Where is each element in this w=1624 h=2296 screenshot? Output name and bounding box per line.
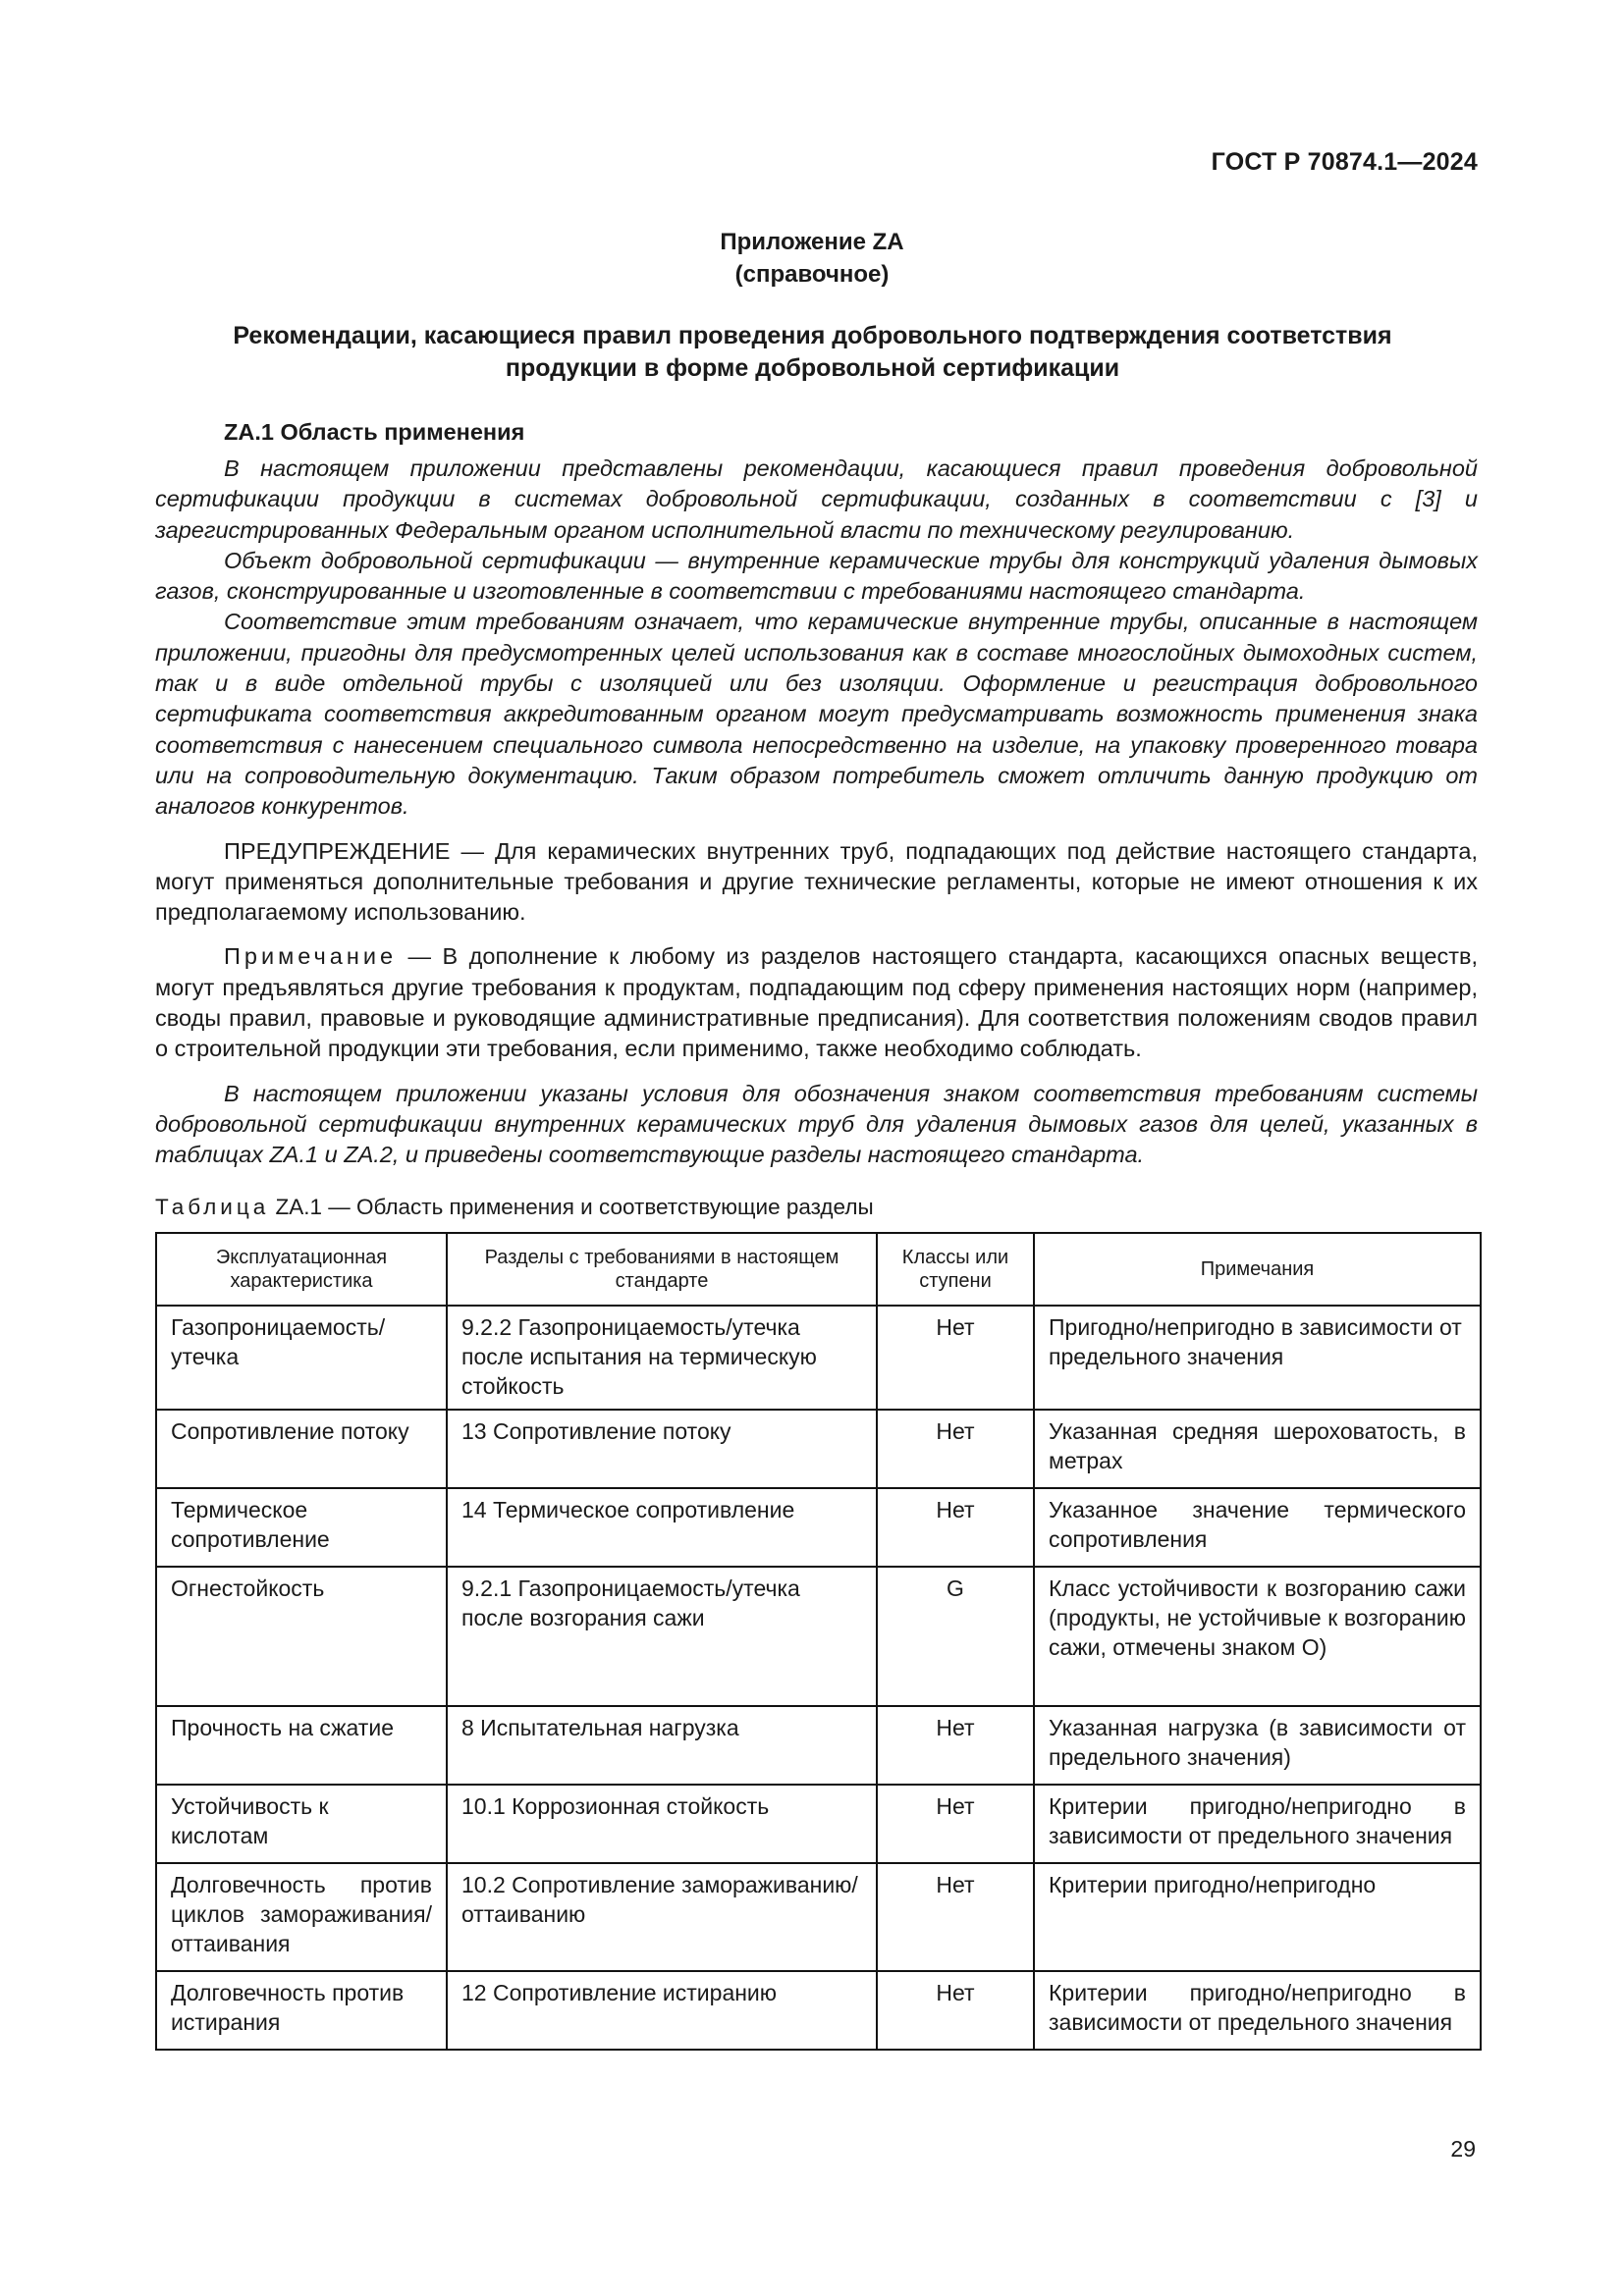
page-number: 29 (1450, 2136, 1476, 2162)
table-cell: Нет (877, 1863, 1034, 1971)
table-cell: 14 Термическое сопротивление (447, 1488, 877, 1567)
note-label: Примечание (224, 943, 398, 970)
table-cell: G (877, 1567, 1034, 1706)
table-cell: Нет (877, 1410, 1034, 1488)
table-cell: 10.2 Сопротивление замораживанию/оттаиванию (447, 1863, 877, 1971)
table-header-cell: Эксплуатационная характеристика (156, 1233, 447, 1306)
paragraph-object: Объект добровольной сертификации — внутренние керамические трубы для конструкций удаления дымовых газов, сконструированные и изготовленные в соответствии с требованиями настоящего стандарта. (155, 547, 1478, 605)
table-cell: Прочность на сжатие (156, 1706, 447, 1785)
table-cell: Термическое сопротивление (156, 1488, 447, 1567)
table-row (156, 1410, 1481, 1488)
annex-heading-line-1: Рекомендации, касающиеся правил проведения добровольного подтверждения соответствия (233, 322, 1392, 349)
table-cell: Долговечность против циклов замораживания/оттаивания (156, 1863, 447, 1971)
table-cell: Указанное значение термического сопротивления (1034, 1488, 1481, 1567)
note-paragraph (155, 941, 1478, 1064)
annex-heading-line-2: продукции в форме добровольной сертификации (505, 354, 1120, 382)
section-title: ZA.1 Область применения (224, 419, 525, 445)
table-cell: Пригодно/непригодно в зависимости от предельного значения (1034, 1306, 1481, 1410)
table-cell: 9.2.1 Газопроницаемость/утечка после возгорания сажи (447, 1567, 877, 1706)
table-row (156, 1488, 1481, 1567)
annex-type: (справочное) (734, 261, 890, 288)
document-body (155, 416, 1478, 2051)
table-cell: Критерии пригодно/непригодно (1034, 1863, 1481, 1971)
table-cell: Критерии пригодно/непригодно в зависимости от предельного значения (1034, 1971, 1481, 2050)
warning-paragraph: ПРЕДУПРЕЖДЕНИЕ — Для керамических внутренних труб, подпадающих под действие настоящего стандарта, могут применяться дополнительные требования и другие технические регламенты, которые не имеют отношения к их предполагаемому использованию. (155, 837, 1478, 926)
table-cell: Указанная нагрузка (в зависимости от предельного значения) (1034, 1706, 1481, 1785)
table-row (156, 1706, 1481, 1785)
table-header-cell: Примечания (1034, 1233, 1481, 1306)
table-caption-label: Таблица (155, 1194, 270, 1219)
table-row (156, 1567, 1481, 1706)
note-text: — В дополнение к любому из разделов настоящего стандарта, касающихся опасных веществ, могут предъявляться другие требования к продуктам, подпадающим под сферу применения настоящих норм (например, своды правил, правовые и руководящие административные предписания). Для соответствия положениям сводов правил о строительной продукции эти требования, если применимо, также необходимо соблюдать. (155, 943, 1478, 1062)
table-cell: Указанная средняя шероховатость, в метрах (1034, 1410, 1481, 1488)
table-cell: Нет (877, 1785, 1034, 1863)
table-cell: Нет (877, 1706, 1034, 1785)
table-row (156, 1785, 1481, 1863)
table-row (156, 1863, 1481, 1971)
table-cell: 9.2.2 Газопроницаемость/утечка после испытания на термическую стойкость (447, 1306, 877, 1410)
requirements-table (155, 1232, 1482, 2051)
table-cell: 12 Сопротивление истиранию (447, 1971, 877, 2050)
table-header-cell: Классы или ступени (877, 1233, 1034, 1306)
paragraph-conformity: Соответствие этим требованиям означает, что керамические внутренние трубы, описанные в настоящем приложении, пригодны для предусмотренных целей использования как в составе многослойных дымоходных систем, так и в виде отдельной трубы с изоляцией или без изоляции. Оформление и регистрация добровольного сертификата соответствия аккредитованным органом могут предусматривать возможность применения знака соответствия с нанесением специального символа непосредственно на изделие, на упаковку проверенного товара или на сопроводительную документацию. Таким образом потребитель сможет отличить данную продукцию от аналогов конкурентов. (155, 609, 1478, 820)
table-cell: 13 Сопротивление потоку (447, 1410, 877, 1488)
table-cell: 10.1 Коррозионная стойкость (447, 1785, 877, 1863)
table-row (156, 1306, 1481, 1410)
table-row (156, 1971, 1481, 2050)
table-cell: Класс устойчивости к возгоранию сажи (продукты, не устойчивые к возгоранию сажи, отмечены знаком О) (1034, 1567, 1481, 1706)
paragraph-tables-intro: В настоящем приложении указаны условия для обозначения знаком соответствия требованиям системы добровольной сертификации внутренних керамических труб для удаления дымовых газов для целей, указанных в таблицах ZA.1 и ZA.2, и приведены соответствующие разделы настоящего стандарта. (155, 1080, 1478, 1168)
paragraph-scope: В настоящем приложении представлены рекомендации, касающиеся правил проведения добровольной сертификации продукции в системах добровольной сертификации, созданных в соответствии с [3] и зарегистрированных Федеральным органом исполнительной власти по техническому регулированию. (155, 455, 1478, 543)
table-cell: Устойчивость к кислотам (156, 1785, 447, 1863)
table-cell: Нет (877, 1488, 1034, 1567)
annex-heading (147, 320, 1478, 385)
annex-title-block (0, 226, 1624, 291)
table-header-cell: Разделы с требованиями в настоящем стандарте (447, 1233, 877, 1306)
table-cell: Долговечность против истирания (156, 1971, 447, 2050)
table-cell: Огнестойкость (156, 1567, 447, 1706)
table-cell: Нет (877, 1971, 1034, 2050)
table-cell: Критерии пригодно/непригодно в зависимости от предельного значения (1034, 1785, 1481, 1863)
table-cell: Газопроницаемость/ утечка (156, 1306, 447, 1410)
table-header-row (156, 1233, 1481, 1306)
table-cell: Нет (877, 1306, 1034, 1410)
annex-title: Приложение ZA (720, 229, 904, 255)
table-caption-text: ZA.1 — Область применения и соответствующие разделы (269, 1194, 874, 1219)
table-cell: Сопротивление потоку (156, 1410, 447, 1488)
table-cell: 8 Испытательная нагрузка (447, 1706, 877, 1785)
table-caption (155, 1193, 1478, 1222)
standard-number: ГОСТ Р 70874.1—2024 (1211, 148, 1478, 176)
